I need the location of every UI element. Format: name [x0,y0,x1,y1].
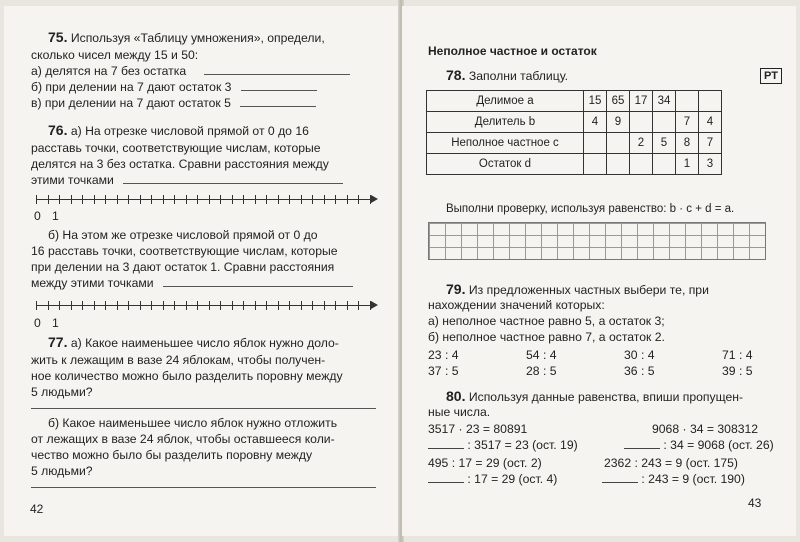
table-cell[interactable]: 2 [630,133,653,154]
number-line-tick [232,195,233,204]
number-line-tick [117,195,118,204]
number-line-tick [358,301,359,310]
task-79-number: 79. [446,281,466,297]
task-77-a-line3: ное количество можно было разделить поровну между [31,369,343,383]
table-cell[interactable] [584,133,607,154]
equation: : 243 = 9 (ост. 190) [602,472,745,487]
task-76-line4: этими точками [31,173,343,188]
number-line-tick [324,195,325,204]
equation: 3517 · 23 = 80891 [428,422,528,436]
right-page [402,6,796,536]
table-cell[interactable]: 17 [630,91,653,112]
task-77-number: 77. [48,334,68,350]
quotient[interactable]: 36 : 5 [624,364,655,378]
number-line-tick [197,195,198,204]
number-line-tick [59,301,60,310]
number-line-tick [209,301,210,310]
number-line-tick [312,301,313,310]
number-line-tick [301,195,302,204]
number-line-tick [243,301,244,310]
workbook-badge: РТ [760,68,782,84]
number-line-tick [94,195,95,204]
number-line-tick [220,195,221,204]
task-75-line1: 75. Используя «Таблицу умножения», определи, [48,29,325,45]
number-line-tick [140,195,141,204]
number-line-tick [301,301,302,310]
task-80-line1: 80. Используя данные равенства, впиши пропущен- [446,388,744,404]
number-line-tick [128,195,129,204]
table-cell[interactable]: 8 [676,133,699,154]
table-cell[interactable] [676,91,699,112]
table-cell[interactable]: 7 [676,112,699,133]
number-line-tick [186,195,187,204]
equation: 2362 : 243 = 9 (ост. 175) [604,456,738,470]
table-cell[interactable]: 7 [699,133,722,154]
number-line-tick [36,195,37,204]
answer-line[interactable] [240,96,316,107]
number-line-tick [255,195,256,204]
task-77-a-line4: 5 людьми? [31,385,93,399]
number-line-a[interactable] [36,193,376,207]
equation: 495 : 17 = 29 (ост. 2) [428,456,542,470]
task-76-line1: 76. а) На отрезке числовой прямой от 0 до 16 [48,122,309,138]
number-line-tick [82,301,83,310]
page-number-right: 43 [748,496,762,510]
number-line-tick [151,301,152,310]
task-76-line3: делятся на 3 без остатка. Сравни расстояния между [31,157,329,171]
number-line-tick [186,301,187,310]
blank-input[interactable] [428,438,464,449]
task-76-number: 76. [48,122,68,138]
task-79-line2: нахождении значений которых: [428,298,605,312]
answer-line[interactable] [31,487,376,488]
number-line-tick [266,301,267,310]
section-title: Неполное частное и остаток [428,44,597,58]
number-line-tick [105,195,106,204]
number-line-tick [289,195,290,204]
table-row [427,112,722,133]
quotient[interactable]: 30 : 4 [624,348,655,362]
number-line-tick [209,195,210,204]
task-76-b-line3: при делении на 3 дают остаток 1. Сравни расстояния [31,260,335,274]
number-line-tick [71,301,72,310]
task-78-title: 78. Заполни таблицу. [446,67,568,83]
table-cell[interactable] [607,133,630,154]
task-76-b-line2: 16 расставь точки, соответствующие числам, которые [31,244,338,258]
number-line-tick [48,301,49,310]
number-line-tick [117,301,118,310]
task-77-line1: 77. а) Какое наименьшее число яблок нужно доло- [48,334,339,350]
number-line-tick [197,301,198,310]
equation: 9068 · 34 = 308312 [652,422,759,436]
task-78-table [426,90,722,175]
table-row [427,154,722,175]
table-cell[interactable] [699,91,722,112]
number-line-tick [163,301,164,310]
quotient[interactable]: 71 : 4 [722,348,753,362]
answer-line[interactable] [123,173,343,184]
number-line-one: 1 [52,316,59,330]
number-line-tick [174,301,175,310]
number-line-tick [94,301,95,310]
row-label: Делимое a [427,91,584,112]
number-line-tick [278,195,279,204]
quotient[interactable]: 37 : 5 [428,364,459,378]
task-77-b-line4: 5 людьми? [31,464,93,478]
number-line-one: 1 [52,209,59,223]
number-line-tick [278,301,279,310]
task-78-check: Выполни проверку, используя равенство: b · c + d = a. [446,203,735,215]
task-75-b: б) при делении на 7 дают остаток 3 [31,80,317,95]
row-label: Делитель b [427,112,584,133]
task-77-b-line3: чество можно было бы разделить поровну между [31,448,313,462]
blank-input[interactable] [428,472,464,483]
blank-input[interactable] [602,472,638,483]
table-cell[interactable]: 65 [607,91,630,112]
table-cell[interactable]: 3 [699,154,722,175]
number-line-tick [312,195,313,204]
table-cell[interactable]: 4 [584,112,607,133]
answer-line[interactable] [31,408,376,409]
number-line-tick [163,195,164,204]
number-line-tick [370,301,371,310]
number-line-tick [347,301,348,310]
task-79-b: б) неполное частное равно 7, а остаток 2. [428,330,665,344]
table-cell[interactable] [653,154,676,175]
answer-line[interactable] [241,80,317,91]
number-line-tick [220,301,221,310]
number-line-tick [266,195,267,204]
number-line-tick [347,195,348,204]
task-79-a: а) неполное частное равно 5, а остаток 3; [428,314,665,328]
quotient[interactable]: 54 : 4 [526,348,557,362]
task-77-b-line2: от лежащих в вазе 24 яблок, чтобы оставшееся коли- [31,432,335,446]
equation: : 17 = 29 (ост. 4) [428,472,557,487]
number-line-tick [82,195,83,204]
task-75-a: а) делятся на 7 без остатка [31,64,350,79]
number-line-zero: 0 [34,316,41,330]
task-77-b-line1: б) Какое наименьшее число яблок нужно отложить [48,416,338,430]
equation: : 3517 = 23 (ост. 19) [428,438,578,453]
answer-grid[interactable] [428,222,766,260]
task-76-b-line4: между этими точками [31,276,353,291]
table-row [427,133,722,154]
blank-input[interactable] [624,438,660,449]
number-line-tick [48,195,49,204]
table-cell[interactable]: 5 [653,133,676,154]
number-line-tick [36,301,37,310]
table-cell[interactable]: 34 [653,91,676,112]
number-line-tick [151,195,152,204]
task-80-line2: ные числа. [428,405,491,419]
number-line-tick [243,195,244,204]
table-cell[interactable] [630,112,653,133]
table-cell[interactable] [607,154,630,175]
number-line-zero: 0 [34,209,41,223]
task-76-line2: расставь точки, соответствующие числам, которые [31,141,321,155]
number-line-tick [324,301,325,310]
quotient[interactable]: 23 : 4 [428,348,459,362]
table-cell[interactable] [653,112,676,133]
number-line-tick [232,301,233,310]
task-76-b-line1: б) На этом же отрезке числовой прямой от 0 до [48,228,318,242]
number-line-tick [174,195,175,204]
task-75-number: 75. [48,29,68,45]
number-line-tick [255,301,256,310]
table-row [427,91,722,112]
task-75-c: в) при делении на 7 дают остаток 5 [31,96,316,111]
table-cell[interactable]: 15 [584,91,607,112]
number-line-tick [140,301,141,310]
equation: : 34 = 9068 (ост. 26) [624,438,774,453]
task-79-line1: 79. Из предложенных частных выбери те, при [446,281,709,297]
number-line-tick [59,195,60,204]
number-line-tick [128,301,129,310]
task-75-line2: сколько чисел между 15 и 50: [31,48,199,62]
page-number-left: 42 [30,502,44,516]
answer-line[interactable] [163,276,353,287]
row-label: Неполное частное c [427,133,584,154]
number-line-tick [370,195,371,204]
quotient[interactable]: 39 : 5 [722,364,753,378]
quotient[interactable]: 28 : 5 [526,364,557,378]
number-line-b[interactable] [36,299,376,313]
row-label: Остаток d [427,154,584,175]
table-cell[interactable] [584,154,607,175]
number-line-tick [335,195,336,204]
number-line-tick [105,301,106,310]
table-cell[interactable]: 4 [699,112,722,133]
number-line-tick [335,301,336,310]
table-cell[interactable]: 1 [676,154,699,175]
table-cell[interactable] [630,154,653,175]
task-78-number: 78. [446,67,466,83]
task-80-number: 80. [446,388,466,404]
left-page [4,6,400,536]
number-line-tick [71,195,72,204]
answer-line[interactable] [204,64,350,75]
table-cell[interactable]: 9 [607,112,630,133]
number-line-tick [289,301,290,310]
task-77-a-line2: жить к лежащим в вазе 24 яблокам, чтобы получен- [31,353,326,367]
number-line-tick [358,195,359,204]
